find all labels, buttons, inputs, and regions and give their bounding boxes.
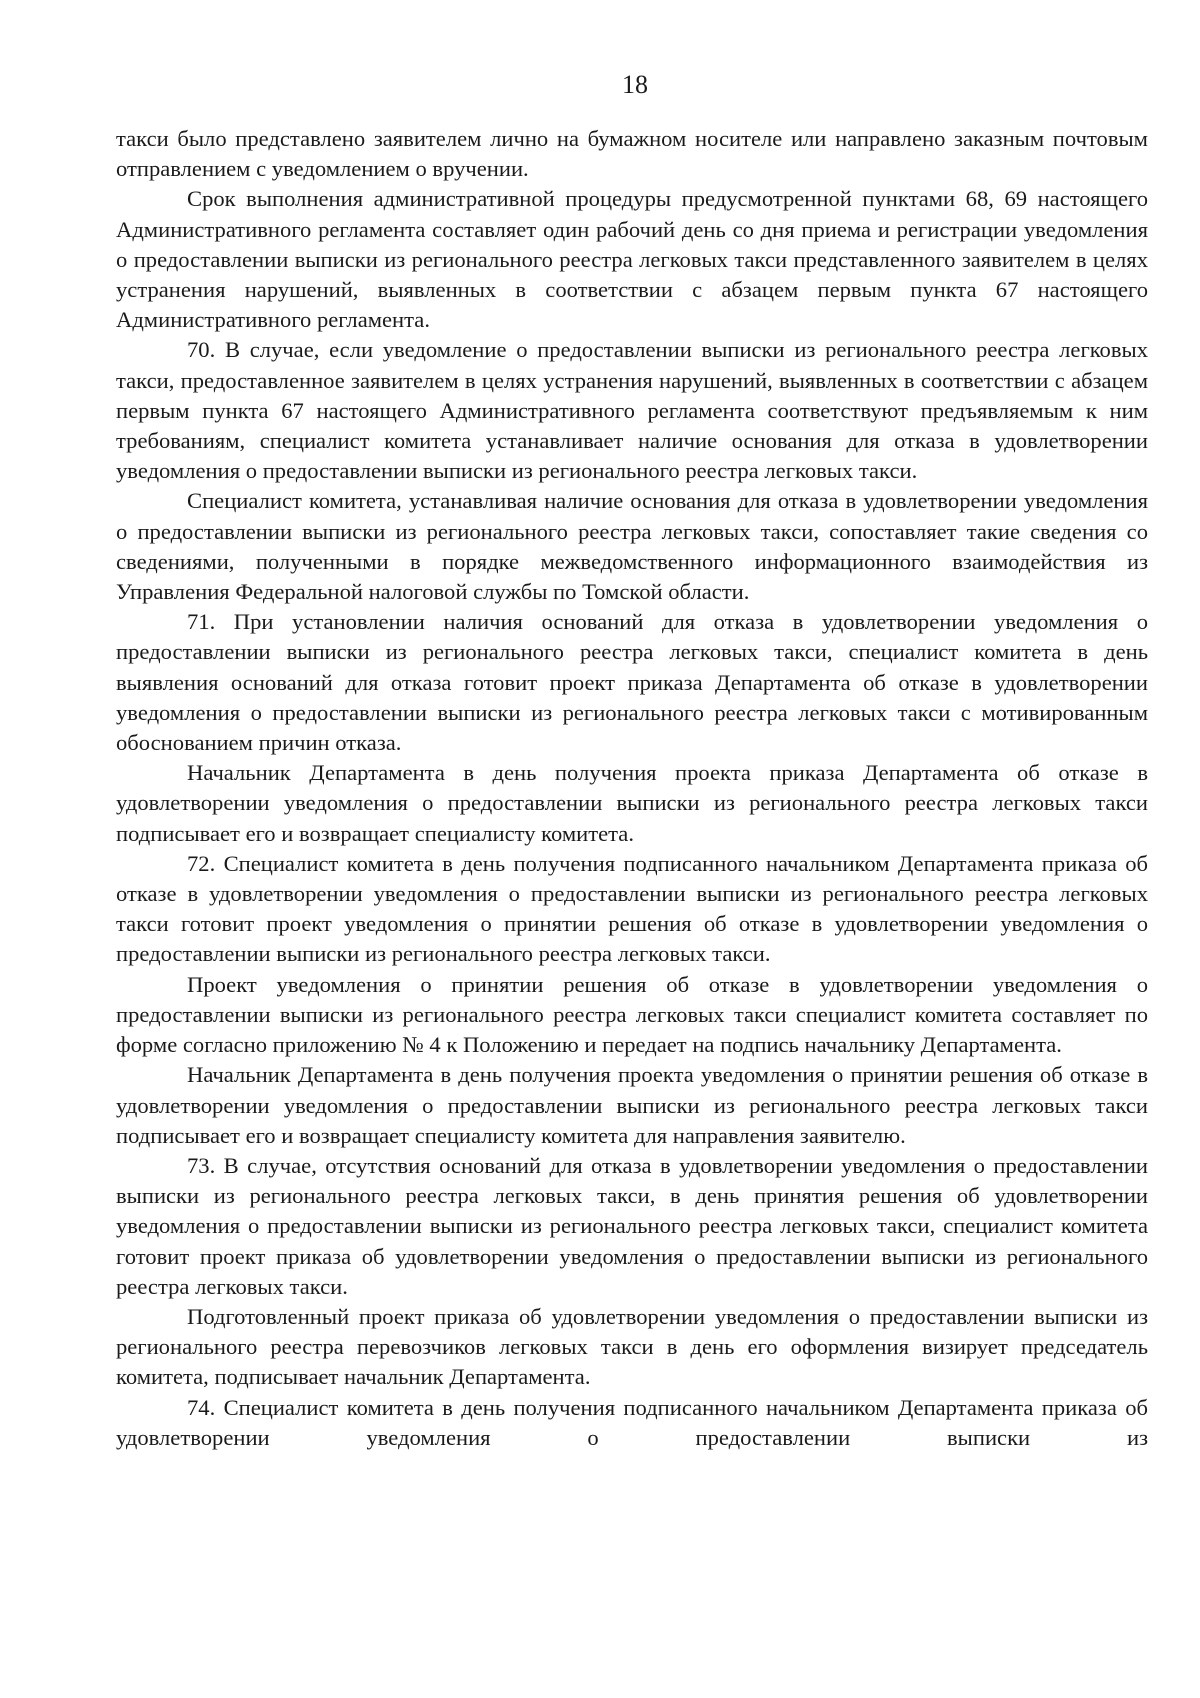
paragraph-head-signs-order: Начальник Департамента в день получения проекта приказа Департамента об отказе в удовлетворении уведомления о предоставлении выписки из регионального реестра легковых такси подписывает его и возвращает специалисту комитета. [116, 760, 1148, 846]
paragraph-clause-70: 70. В случае, если уведомление о предоставлении выписки из регионального реестра легковых такси, предоставленное заявителем в целях устранения нарушений, выявленных в соответствии с абзацем первым пункта 67 настоящего Административного регламента соответствуют предъявляемым к ним требованиям, специалист комитета устанавливает наличие основания для отказа в удовлетворении уведомления о предоставлении выписки из регионального реестра легковых такси. [116, 337, 1148, 484]
paragraph-notice-draft: Проект уведомления о принятии решения об отказе в удовлетворении уведомления о предоставлении выписки из регионального реестра легковых такси специалист комитета составляет по форме согласно приложению № 4 к Положению и передает на подпись начальнику Департамента. [116, 971, 1148, 1058]
paragraph-specialist-check: Специалист комитета, устанавливая наличие основания для отказа в удовлетворении уведомления о предоставлении выписки из регионального реестра легковых такси, сопоставляет такие сведения со сведениями, полученными в порядке межведомственного информационного взаимодействия из Управления Федеральной налоговой службы по Томской области. [116, 488, 1148, 605]
paragraph-clause-74: 74. Специалист комитета в день получения подписанного начальником Департамента приказа об удовлетворении уведомления о предоставлении выписки из [116, 1394, 1148, 1450]
paragraph-continuation: такси было представлено заявителем лично на бумажном носителе или направлено заказным почтовым отправлением с уведомлением о вручении. [116, 126, 1148, 182]
document-body [116, 124, 1148, 1453]
paragraph-order-approval: Подготовленный проект приказа об удовлетворении уведомления о предоставлении выписки из регионального реестра перевозчиков легковых такси в день его оформления визирует председатель комитета, подписывает начальник Департамента. [116, 1303, 1148, 1390]
paragraph-clause-72: 72. Специалист комитета в день получения подписанного начальником Департамента приказа об отказе в удовлетворении уведомления о предоставлении выписки из регионального реестра легковых такси готовит проект уведомления о принятии решения об отказе в удовлетворении уведомления о предоставлении выписки из регионального реестра легковых такси. [116, 850, 1148, 967]
paragraph-clause-73: 73. В случае, отсутствия оснований для отказа в удовлетворении уведомления о предоставлении выписки из регионального реестра легковых такси, в день принятия решения об удовлетворении уведомления о предоставлении выписки из регионального реестра легковых такси, специалист комитета готовит проект приказа об удовлетворении уведомления о предоставлении выписки из регионального реестра легковых такси. [116, 1152, 1148, 1299]
page-number: 18 [622, 70, 648, 99]
paragraph-procedure-deadline: Срок выполнения административной процедуры предусмотренной пунктами 68, 69 настоящего Административного регламента составляет один рабочий день со дня приема и регистрации уведомления о предоставлении выписки из регионального реестра легковых такси представленного заявителем в целях устранения нарушений, выявленных в соответствии с абзацем первым пункта 67 настоящего Административного регламента. [116, 186, 1148, 333]
paragraph-head-signs-notice: Начальник Департамента в день получения проекта уведомления о принятии решения об отказе в удовлетворении уведомления о предоставлении выписки из регионального реестра легковых такси подписывает его и возвращает специалисту комитета для направления заявителю. [116, 1062, 1148, 1148]
paragraph-clause-71: 71. При установлении наличия оснований для отказа в удовлетворении уведомления о предоставлении выписки из регионального реестра легковых такси, специалист комитета в день выявления оснований для отказа готовит проект приказа Департамента об отказе в удовлетворении уведомления о предоставлении выписки из регионального реестра легковых такси с мотивированным обоснованием причин отказа. [116, 609, 1148, 756]
